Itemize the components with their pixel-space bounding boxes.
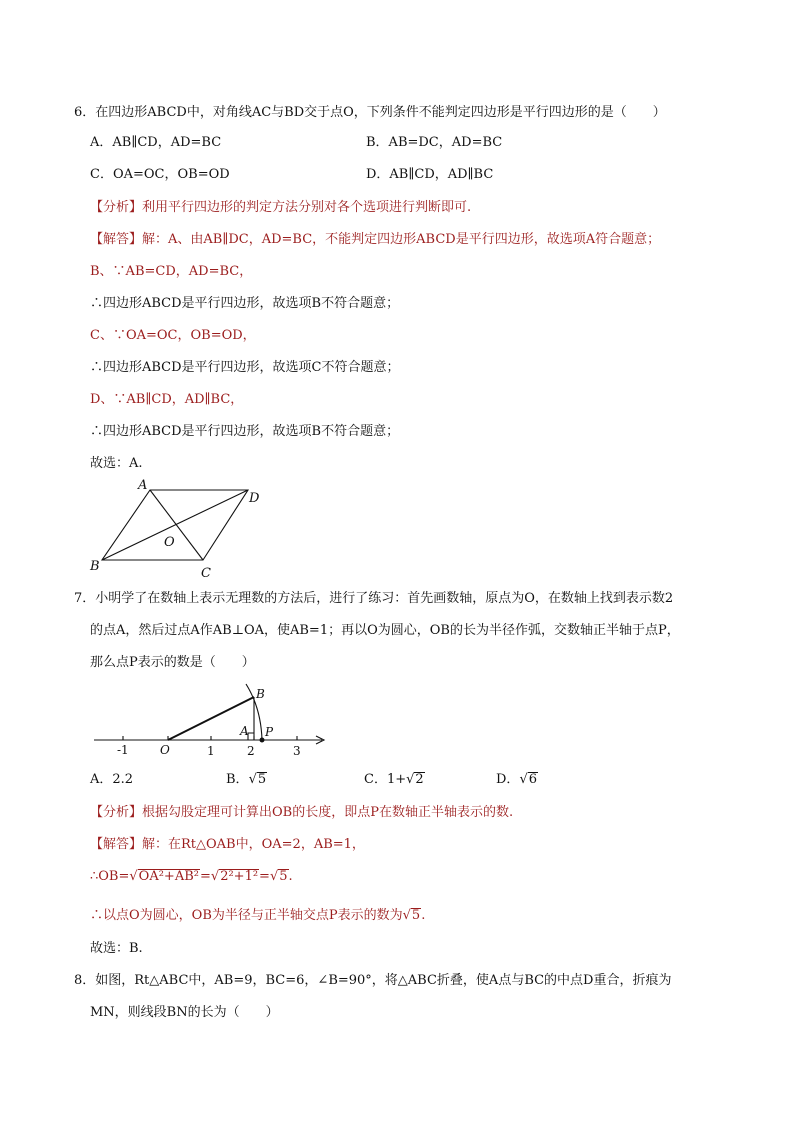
q7-solution-line1: 【解答】解：在Rt△OAB中，OA=2，AB=1， — [90, 837, 365, 852]
q7-sqrt-4: √5 — [402, 908, 421, 923]
q7-option-b — [226, 771, 267, 789]
q6-analysis: 【分析】利用平行四边形的判定方法分别对各个选项进行判断即可. — [90, 200, 472, 215]
q6-option-b: B．AB=DC，AD=BC — [366, 135, 503, 150]
q7-label-a: A — [240, 724, 249, 738]
q7-sqrt-4-radicand: 5 — [411, 908, 421, 923]
q6-label-d: D — [249, 491, 260, 506]
q7-sqrt-3-radicand: 5 — [279, 869, 288, 884]
q7-equals-2: = — [259, 869, 270, 884]
q7-option-a: A．2.2 — [90, 772, 134, 787]
q7-option-b-prefix: B． — [226, 772, 249, 787]
q7-stem-line1: 7．小明学了在数轴上表示无理数的方法后，进行了练习：首先画数轴，原点为O，在数轴上找到表示数2 — [74, 591, 674, 606]
q6-solution-line7: ∴四边形ABCD是平行四边形，故选项B不符合题意； — [90, 424, 400, 439]
q7-sqrt-3: √5 — [269, 869, 288, 884]
q6-solution-line4: C、∵OA=OC，OB=OD， — [90, 328, 256, 343]
q6-solution-line6: D、∵AB∥CD，AD∥BC， — [90, 392, 244, 407]
q7-option-d-sqrt: √6 — [519, 772, 538, 787]
q7-stem-line2: 的点A，然后过点A作AB⊥OA，使AB=1；再以O为圆心，OB的长为半径作弧，交数轴正半轴于点P， — [90, 623, 680, 638]
q7-solution-line3 — [90, 907, 425, 925]
q6-label-b: B — [90, 559, 100, 574]
q6-label-a: A — [138, 478, 148, 493]
q7-option-c-sqrt: √2 — [406, 772, 424, 787]
q7-period: . — [288, 869, 293, 884]
q7-answer: 故选：B. — [90, 941, 143, 956]
q7-option-c-prefix: C．1+ — [364, 772, 407, 787]
q7-tick-1: 1 — [207, 744, 215, 758]
q7-option-d-prefix: D． — [496, 772, 520, 787]
q6-stem: 6．在四边形ABCD中，对角线AC与BD交于点O，下列条件不能判定四边形是平行四边形的是（ ） — [74, 105, 666, 120]
q7-sqrt-2-radicand: 2²+1² — [220, 869, 259, 884]
q6-solution-line1: 【解答】解：A、由AB∥DC，AD=BC，不能判定四边形ABCD是平行四边形，故选项A符合题意； — [90, 232, 661, 247]
q6-solution-line3: ∴四边形ABCD是平行四边形，故选项B不符合题意； — [90, 296, 400, 311]
q7-stem-line3: 那么点P表示的数是（ ） — [90, 655, 255, 670]
q6-solution-line5: ∴四边形ABCD是平行四边形，故选项C不符合题意； — [90, 360, 400, 375]
q7-option-b-radicand: 5 — [257, 772, 267, 787]
q7-option-b-sqrt: √5 — [248, 772, 267, 787]
q7-label-p: P — [265, 725, 274, 739]
q6-option-a: A．AB∥CD，AD=BC — [90, 135, 222, 150]
q7-option-c — [364, 771, 425, 789]
q7-sqrt-2: √2²+1² — [210, 869, 259, 884]
q7-equals-1: = — [199, 869, 211, 884]
q7-label-o: O — [160, 743, 170, 757]
q7-analysis: 【分析】根据勾股定理可计算出OB的长度，即点P在数轴正半轴表示的数. — [90, 805, 514, 820]
q6-parallelogram-figure — [80, 470, 280, 582]
q6-answer: 故选：A. — [90, 456, 143, 471]
q6-option-c: C．OA=OC，OB=OD — [90, 167, 230, 182]
q7-label-b: B — [256, 687, 265, 701]
q6-solution-line2: B、∵AB=CD，AD=BC， — [90, 264, 253, 279]
q7-solution-line3-text: ∴以点O为圆心，OB为半径与正半轴交点P表示的数为 — [90, 908, 403, 923]
q6-option-d: D．AB∥CD，AD∥BC — [366, 167, 494, 182]
q7-option-c-radicand: 2 — [415, 772, 424, 787]
q7-tick-neg1: -1 — [117, 743, 129, 757]
q7-option-d — [496, 771, 538, 789]
q6-label-c: C — [201, 566, 211, 581]
q7-period-2: . — [421, 908, 426, 923]
q8-stem-line2: MN，则线段BN的长为（ ） — [90, 1005, 279, 1020]
q7-ob-prefix: ∴OB= — [90, 869, 130, 884]
q6-label-o: O — [164, 535, 175, 550]
q7-sqrt-1: √OA²+AB² — [129, 869, 199, 884]
q7-solution-line2 — [90, 868, 293, 886]
q7-tick-3: 3 — [293, 744, 301, 758]
q7-option-d-radicand: 6 — [528, 772, 538, 787]
q8-stem-line1: 8．如图，Rt△ABC中，AB=9，BC=6，∠B=90°，将△ABC折叠，使A点与BC的中点D重合，折痕为 — [74, 973, 672, 988]
q7-tick-2: 2 — [247, 744, 255, 758]
q7-sqrt-1-radicand: OA²+AB² — [138, 869, 199, 884]
q7-number-line-figure — [90, 678, 340, 760]
